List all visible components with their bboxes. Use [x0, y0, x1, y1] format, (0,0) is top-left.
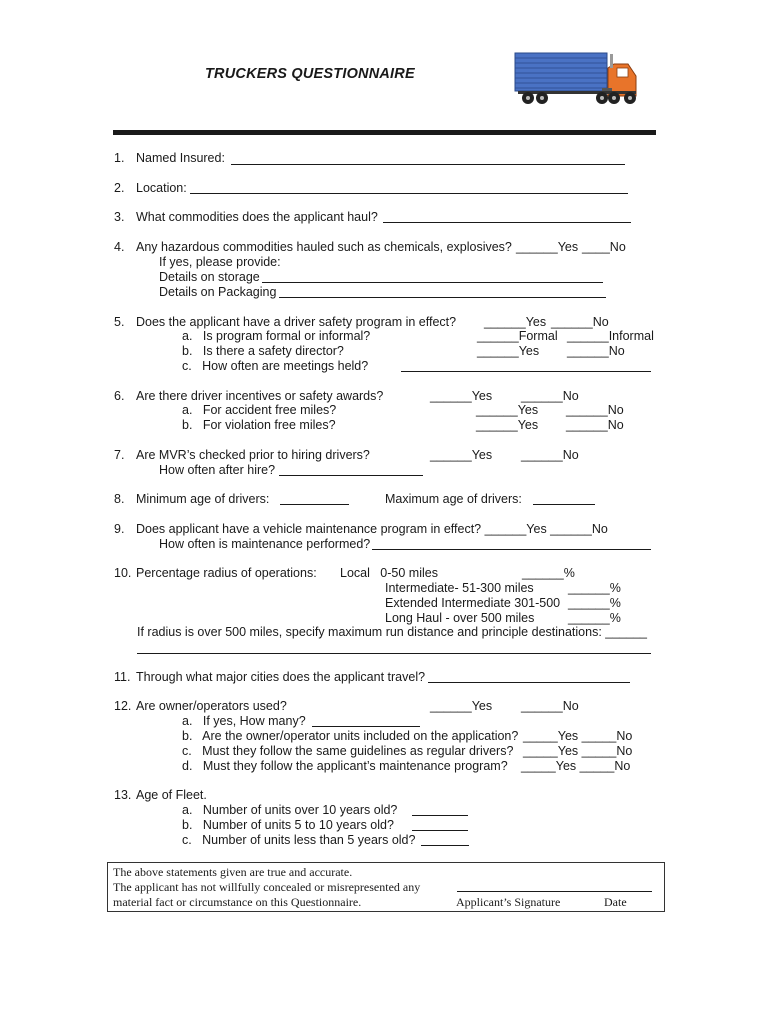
q13-a: a. Number of units over 10 years old? — [182, 803, 398, 817]
q5-b-no[interactable]: ______No — [567, 344, 625, 358]
q3-number: 3. — [114, 210, 125, 224]
q1-label: Named Insured: — [136, 151, 225, 165]
q1-number: 1. — [114, 151, 125, 165]
q5-no[interactable]: ______No — [551, 315, 609, 329]
header-rule — [113, 130, 656, 135]
q13-b-field[interactable] — [412, 830, 468, 831]
q4-storage-field[interactable] — [262, 282, 603, 283]
q12-b-yn[interactable]: _____Yes _____No — [523, 729, 633, 743]
date-label: Date — [604, 895, 627, 909]
q12-c-yn[interactable]: _____Yes _____No — [523, 744, 633, 758]
q12-d: d. Must they follow the applicant’s maintenance program? — [182, 759, 508, 773]
q8-label-min: Minimum age of drivers: — [136, 492, 270, 506]
q3-field[interactable] — [383, 222, 631, 223]
q12-c: c. Must they follow the same guidelines as regular drivers? — [182, 744, 514, 758]
signature-field[interactable] — [457, 891, 652, 892]
q6-a-yes[interactable]: ______Yes — [476, 403, 539, 417]
q10-local-pct[interactable]: ______% — [522, 566, 575, 580]
q12-b: b. Are the owner/operator units included on the application? — [182, 729, 519, 743]
q6-b: b. For violation free miles? — [182, 418, 336, 432]
q13-c-field[interactable] — [421, 845, 469, 846]
q6-no[interactable]: ______No — [521, 389, 579, 403]
q10-longhaul: Long Haul - over 500 miles — [385, 611, 535, 625]
q10-extended-pct[interactable]: ______% — [568, 596, 621, 610]
q13-c: c. Number of units less than 5 years old? — [182, 833, 416, 847]
q4-packaging-field[interactable] — [279, 297, 606, 298]
q7-no[interactable]: ______No — [521, 448, 579, 462]
q10-number: 10. — [114, 566, 132, 580]
q12-number: 12. — [114, 699, 132, 713]
q5-number: 5. — [114, 315, 125, 329]
q5-b-yes[interactable]: ______Yes — [477, 344, 540, 358]
q8-min-field[interactable] — [280, 504, 349, 505]
statement-line-3: material fact or circumstance on this Questionnaire. — [113, 895, 362, 909]
q8-max-field[interactable] — [533, 504, 595, 505]
q12-a: a. If yes, How many? — [182, 714, 306, 728]
q13-label: Age of Fleet. — [136, 788, 207, 802]
q6-a-no[interactable]: ______No — [566, 403, 624, 417]
truck-icon — [510, 50, 640, 108]
q9-label: Does applicant have a vehicle maintenance program in effect? ______Yes ______No — [136, 522, 608, 536]
q7-number: 7. — [114, 448, 125, 462]
q1-field[interactable] — [231, 164, 625, 165]
q10-over: If radius is over 500 miles, specify maximum run distance and principle destinations: ______ — [137, 625, 647, 639]
q6-number: 6. — [114, 389, 125, 403]
q7-sub: How often after hire? — [159, 463, 276, 477]
q4-sub3: Details on Packaging — [159, 285, 277, 299]
q4-no[interactable]: ____No — [582, 240, 626, 254]
q2-number: 2. — [114, 181, 125, 195]
q5-c: c. How often are meetings held? — [182, 359, 369, 373]
q5-c-field[interactable] — [401, 371, 651, 372]
q3-label: What commodities does the applicant haul? — [136, 210, 378, 224]
q10-longhaul-pct[interactable]: ______% — [568, 611, 621, 625]
q6-b-no[interactable]: ______No — [566, 418, 624, 432]
q11-number: 11. — [114, 670, 131, 684]
q8-number: 8. — [114, 492, 125, 506]
q10-intermediate-pct[interactable]: ______% — [568, 581, 621, 595]
q13-a-field[interactable] — [412, 815, 468, 816]
q5-a-formal[interactable]: ______Formal — [477, 329, 558, 343]
q5-b: b. Is there a safety director? — [182, 344, 344, 358]
q5-label: Does the applicant have a driver safety program in effect? — [136, 315, 457, 329]
page-title: TRUCKERS QUESTIONNAIRE — [205, 66, 415, 82]
q12-no[interactable]: ______No — [521, 699, 579, 713]
q10-intermediate: Intermediate- 51-300 miles — [385, 581, 534, 595]
q4-sub2: Details on storage — [159, 270, 260, 284]
statement-line-2: The applicant has not willfully concealed or misrepresented any — [113, 880, 421, 894]
q8-label-max: Maximum age of drivers: — [385, 492, 522, 506]
q12-d-yn[interactable]: _____Yes _____No — [521, 759, 631, 773]
q10-label: Percentage radius of operations: — [136, 566, 317, 580]
q12-a-field[interactable] — [312, 726, 420, 727]
statement-line-1: The above statements given are true and accurate. — [113, 865, 353, 879]
q6-a: a. For accident free miles? — [182, 403, 337, 417]
q6-label: Are there driver incentives or safety awards? — [136, 389, 384, 403]
q7-sub-field[interactable] — [279, 475, 423, 476]
q5-yes[interactable]: ______Yes — [484, 315, 547, 329]
q2-field[interactable] — [190, 193, 628, 194]
q13-number: 13. — [114, 788, 132, 802]
q10-extended: Extended Intermediate 301-500 — [385, 596, 561, 610]
q2-label: Location: — [136, 181, 187, 195]
q11-label: Through what major cities does the applicant travel? — [136, 670, 426, 684]
q12-yes[interactable]: ______Yes — [430, 699, 493, 713]
q9-sub-field[interactable] — [372, 549, 651, 550]
q4-yes[interactable]: ______Yes — [516, 240, 579, 254]
q5-a-informal[interactable]: ______Informal — [567, 329, 654, 343]
q6-b-yes[interactable]: ______Yes — [476, 418, 539, 432]
q7-label: Are MVR’s checked prior to hiring drivers? — [136, 448, 370, 462]
q6-yes[interactable]: ______Yes — [430, 389, 493, 403]
q5-a: a. Is program formal or informal? — [182, 329, 371, 343]
q13-b: b. Number of units 5 to 10 years old? — [182, 818, 394, 832]
q10-local: Local 0-50 miles — [340, 566, 438, 580]
q9-number: 9. — [114, 522, 125, 536]
q10-over-field[interactable] — [137, 653, 651, 654]
q4-sub1: If yes, please provide: — [159, 255, 281, 269]
q4-number: 4. — [114, 240, 125, 254]
signature-label: Applicant’s Signature — [456, 895, 561, 909]
q9-sub: How often is maintenance performed? — [159, 537, 371, 551]
q11-field[interactable] — [428, 682, 630, 683]
q7-yes[interactable]: ______Yes — [430, 448, 493, 462]
q4-label: Any hazardous commodities hauled such as chemicals, explosives? — [136, 240, 512, 254]
q12-label: Are owner/operators used? — [136, 699, 287, 713]
